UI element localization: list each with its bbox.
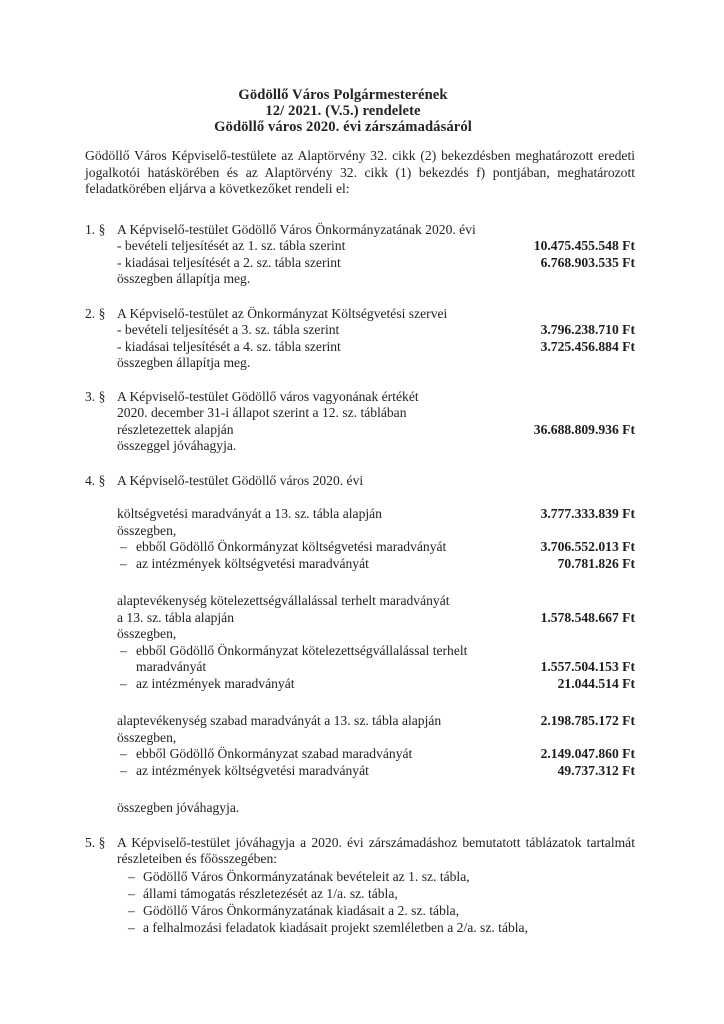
amount-value: 2.149.047.860 Ft — [540, 746, 635, 761]
amount-value: 36.688.809.936 Ft — [533, 421, 635, 437]
amount-row — [117, 610, 635, 627]
table-list-item — [117, 885, 635, 902]
amount-row — [117, 238, 635, 255]
amount-value: 21.044.514 Ft — [557, 675, 635, 691]
section-2-body — [117, 306, 635, 372]
free-residual-block — [117, 713, 635, 779]
amount-row — [117, 339, 635, 356]
table-list-item-label: a felhalmozási feladatok kiadásait projekt szemléletben a 2/a. sz. tábla, — [143, 919, 528, 935]
amount-value: 3.706.552.013 Ft — [540, 539, 635, 554]
section-5-lead: A Képviselő-testület jóváhagyja a 2020. évi zárszámadáshoz bemutatott táblázatok tartalmát részleteiben és főösszegében: — [117, 834, 635, 866]
dash-item-continuation: maradványát — [136, 659, 207, 674]
block-continuation: összegben, — [117, 626, 177, 641]
dash-bullet: – — [120, 746, 127, 761]
dash-item-row — [117, 763, 635, 780]
dash-item-row — [117, 556, 635, 573]
table-list-item — [117, 919, 635, 936]
amount-row-label: - kiadásai teljesítését a 4. sz. tábla szerint — [117, 338, 341, 354]
section-5 — [85, 835, 635, 936]
dash-item — [117, 643, 635, 660]
amount-row — [117, 713, 635, 730]
amount-value: 3.796.238.710 Ft — [540, 322, 635, 337]
section-1 — [85, 222, 635, 288]
section-2 — [85, 306, 635, 372]
amount-row — [117, 255, 635, 272]
section-3-body — [117, 389, 635, 455]
dash-item — [117, 556, 550, 573]
dash-item-label: az intézmények maradványát — [136, 675, 295, 691]
dash-bullet: – — [120, 555, 127, 571]
amount-row-label: alaptevékenység szabad maradványát a 13. sz. tábla alapján — [117, 713, 442, 728]
section-3-closing: összeggel jóváhagyja. — [117, 438, 237, 453]
table-list-item-label: állami támogatás részletezését az 1/a. sz. tábla, — [143, 885, 398, 901]
dash-bullet: – — [128, 885, 135, 901]
dash-item — [117, 676, 550, 693]
section-4 — [85, 473, 635, 817]
amount-value: 3.725.456.884 Ft — [540, 338, 635, 354]
block-continuation: összegben, — [117, 729, 177, 745]
section-4-number: 4. § — [85, 472, 106, 488]
amount-row — [117, 422, 635, 439]
document-content — [85, 87, 635, 936]
title-line-subject: Gödöllő város 2020. évi zárszámadásáról — [214, 119, 472, 135]
table-list-item-label: Gödöllő Város Önkormányzatának bevételeit az 1. sz. tábla, — [143, 868, 470, 884]
amount-row-label: - kiadásai teljesítését a 2. sz. tábla szerint — [117, 254, 341, 270]
table-list-item-label: Gödöllő Város Önkormányzatának kiadásait a 2. sz. tábla, — [143, 902, 460, 918]
amount-value: 1.557.504.153 Ft — [540, 659, 635, 674]
dash-item-row — [117, 539, 635, 556]
dash-bullet: – — [120, 642, 127, 658]
title-line-issuer: Gödöllő Város Polgármesterének — [238, 87, 448, 103]
preamble-paragraph: Gödöllő Város Képviselő-testülete az Alaptörvény 32. cikk (2) bekezdésben meghatározott eredeti jogalkotói hatáskörében és az Alaptörvény 32. cikk (1) bekezdés f) pontjában, meghatározott feladatkörében eljárva a következőket rendeli el: — [85, 148, 635, 196]
amount-value: 49.737.312 Ft — [557, 762, 635, 778]
section-3-line: A Képviselő-testület Gödöllő város vagyonának értékét — [117, 388, 419, 404]
amount-value: 10.475.455.548 Ft — [533, 238, 635, 253]
section-4-closing: összegben jóváhagyja. — [117, 800, 240, 815]
section-1-number: 1. § — [85, 221, 106, 237]
section-5-number: 5. § — [85, 834, 106, 850]
section-1-lead: A Képviselő-testület Gödöllő Város Önkormányzatának 2020. évi — [117, 221, 476, 237]
dash-item — [117, 539, 533, 556]
section-3-number: 3. § — [85, 388, 106, 404]
block-line: alaptevékenység kötelezettségvállalással terhelt maradványát — [117, 593, 450, 608]
table-list-item — [117, 902, 635, 919]
block-continuation: összegben, — [117, 522, 177, 538]
amount-row-label: - bevételi teljesítését a 3. sz. tábla szerint — [117, 322, 340, 337]
section-2-lead: A Képviselő-testület az Önkormányzat Költségvetési szervei — [117, 305, 448, 321]
amount-row — [117, 659, 635, 676]
dash-item-row — [117, 746, 635, 763]
dash-item-row — [117, 676, 635, 693]
amount-row — [117, 506, 635, 523]
dash-bullet: – — [120, 762, 127, 778]
section-4-body — [117, 473, 635, 817]
section-3-line: 2020. december 31-i állapot szerint a 12. sz. táblában — [117, 405, 407, 420]
dash-item-label: ebből Gödöllő Önkormányzat kötelezettségvállalással terhelt — [136, 642, 468, 658]
dash-item-label: ebből Gödöllő Önkormányzat költségvetési maradványát — [136, 539, 447, 554]
table-list-item — [117, 868, 635, 885]
committed-residual-block — [117, 593, 635, 692]
dash-item — [117, 746, 533, 763]
dash-bullet: – — [120, 539, 127, 554]
dash-bullet: – — [128, 902, 135, 918]
section-3 — [85, 389, 635, 455]
dash-item-label: az intézmények költségvetési maradványát — [136, 762, 369, 778]
amount-value: 70.781.826 Ft — [557, 555, 635, 571]
title-line-decree-number: 12/ 2021. (V.5.) rendelete — [265, 103, 421, 119]
dash-item-label: az intézmények költségvetési maradványát — [136, 555, 369, 571]
amount-row-label: a 13. sz. tábla alapján — [117, 609, 235, 625]
amount-value: 3.777.333.839 Ft — [540, 506, 635, 521]
document-title — [68, 87, 618, 135]
dash-item-label: ebből Gödöllő Önkormányzat szabad maradványát — [136, 746, 413, 761]
section-1-body — [117, 222, 635, 288]
section-5-body — [117, 835, 635, 936]
section-4-lead: A Képviselő-testület Gödöllő város 2020. évi — [117, 472, 364, 488]
budget-residual-block — [117, 506, 635, 572]
amount-row-label: részletezettek alapján — [117, 421, 234, 437]
section-2-closing: összegben állapítja meg. — [117, 355, 251, 370]
dash-item — [117, 763, 550, 780]
amount-row-label: - bevételi teljesítését az 1. sz. tábla szerint — [117, 238, 346, 253]
dash-bullet: – — [120, 675, 127, 691]
amount-value: 2.198.785.172 Ft — [540, 713, 635, 728]
dash-bullet: – — [128, 868, 135, 884]
dash-bullet: – — [128, 919, 135, 935]
amount-row-label: költségvetési maradványát a 13. sz. tábla alapján — [117, 506, 382, 521]
amount-value: 6.768.903.535 Ft — [540, 254, 635, 270]
section-2-number: 2. § — [85, 305, 106, 321]
section-1-closing: összegben állapítja meg. — [117, 271, 251, 286]
amount-value: 1.578.548.667 Ft — [540, 609, 635, 625]
amount-row — [117, 322, 635, 339]
